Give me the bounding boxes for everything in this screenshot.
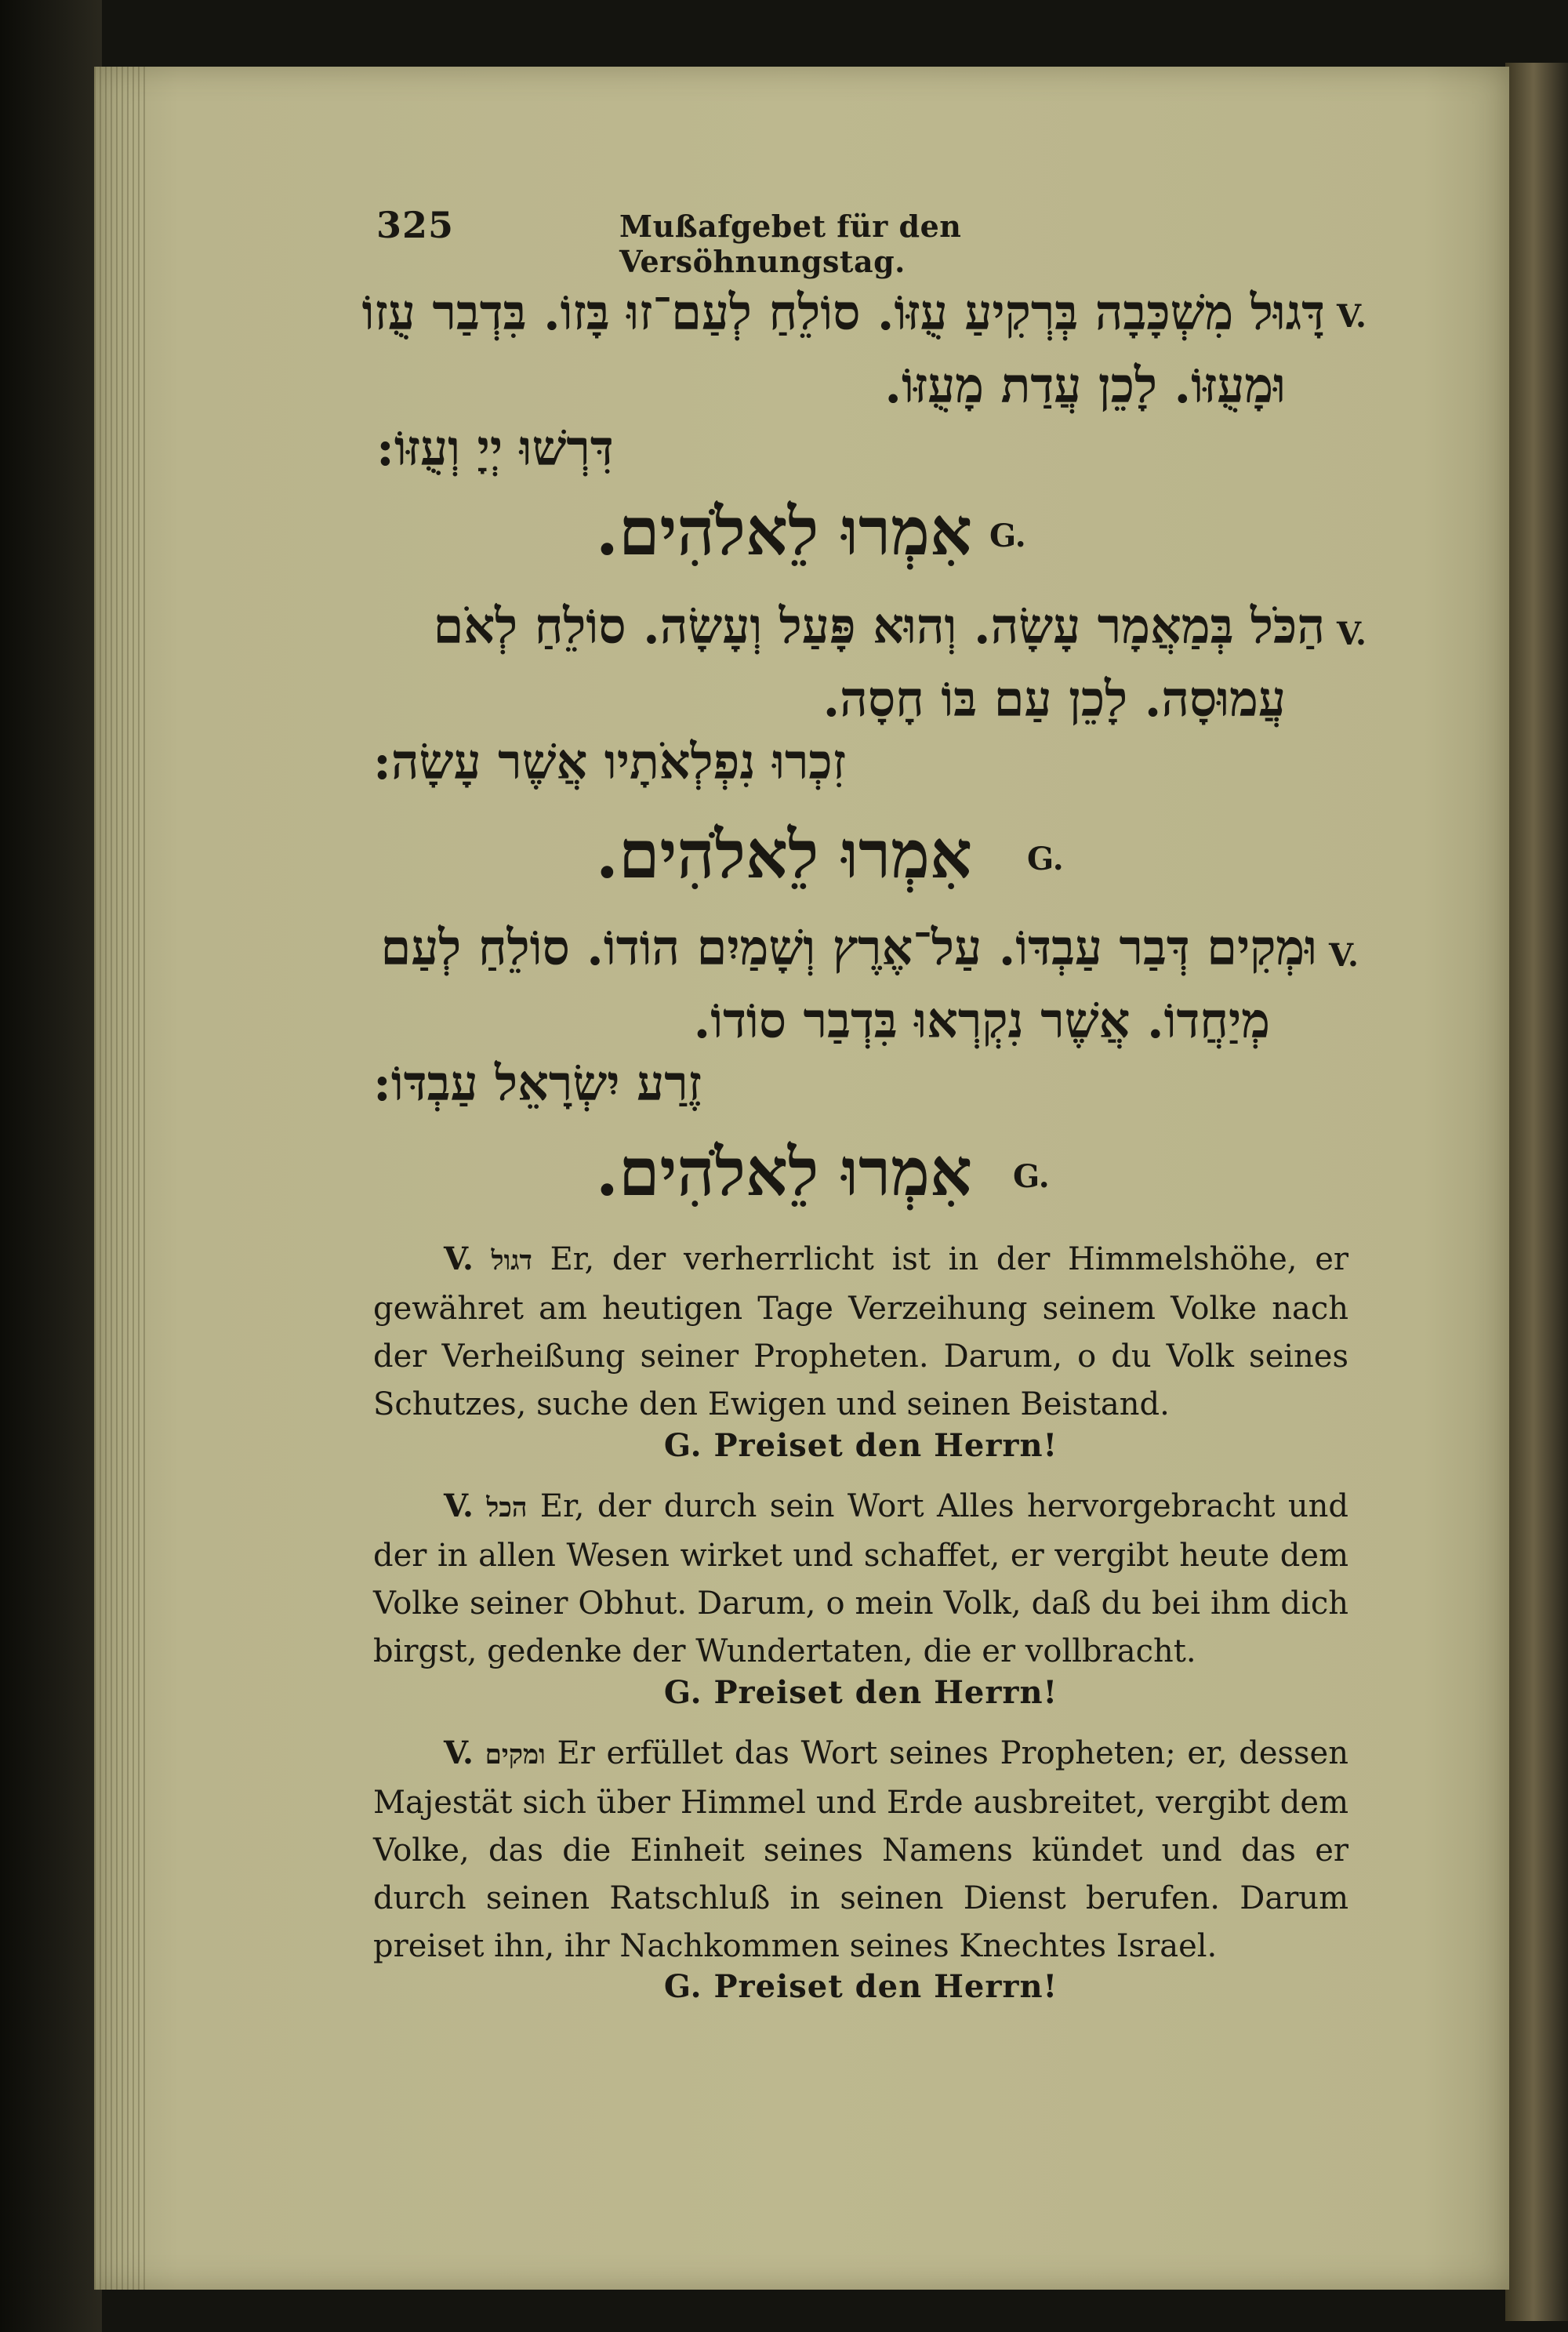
paragraph-1-text: Er, der verherrlicht ist in der Himmelshöhe, er gewähret am heutigen Tage Verzeihung seinem Volke nach der Verheißung seiner Propheten. Darum, o du Volk seines Schutzes, suche den Ewigen und seinen Beistand. xyxy=(373,1241,1349,1422)
stanza-3-line-2: מְיַחֲדוֹ. אֲשֶׁר נִקְרְאוּ בִּדְבַר סוֹדוֹ. xyxy=(693,992,1270,1049)
german-paragraph-3 xyxy=(373,1729,1348,1971)
stanza-1-line-2: וּמָעֻזּוֹ. לָכֵן עֲדַת מָעֻזּוֹ. xyxy=(884,357,1286,414)
stanza-2-response-marker: G. xyxy=(1027,841,1064,877)
book-spine xyxy=(0,0,102,2332)
paragraph-1-hebrew-word: דגול xyxy=(491,1245,532,1277)
stanza-3-refrain-line: זֶרַע יִשְׂרָאֵל עַבְדּוֹ: xyxy=(373,1055,702,1112)
stanza-1-refrain-line: דִּרְשׁוּ יְיָ וְעֻזּוֹ: xyxy=(376,420,614,477)
stanza-2-response: אִמְרוּ לֵאלֹהִים. xyxy=(595,815,972,893)
stanza-2-line-1: הַכֹּל בְּמַאֲמָר עָשָׂה. וְהוּא פָּעַל וְעָשָׂה. סוֹלֵחַ לְאֹם xyxy=(433,598,1325,655)
stanza-3-line-1: וּמְקִים דְּבַר עַבְדּוֹ. עַל־אֶרֶץ וְשָׁמַיִם הוֹדוֹ. סוֹלֵחַ לְעַם xyxy=(380,919,1317,976)
paragraph-3-refrain: G. Preiset den Herrn! xyxy=(663,1968,1058,2005)
stanza-2-marker: V. xyxy=(1337,616,1367,652)
stanza-1-response: אִמְרוּ לֵאלֹהִים. xyxy=(595,492,972,570)
paragraph-2-text: Er, der durch sein Wort Alles hervorgebracht und der in allen Wesen wirket und schaffet, er vergibt heute dem Volke seiner Obhut. Darum, o mein Volk, daß du bei ihm dich birgst, gedenke der Wundertaten, die er vollbracht. xyxy=(373,1488,1349,1669)
paragraph-3-text: Er erfüllet das Wort seines Propheten; er, dessen Majestät sich über Himmel und Erde ausbreitet, vergibt dem Volke, das die Einheit seines Namens kündet und das er durch seinen Ratschluß in seinen Dienst berufen. Darum preiset ihn, ihr Nachkommen seines Knechtes Israel. xyxy=(373,1735,1348,1964)
paragraph-2-marker: V. xyxy=(444,1487,474,1524)
next-page-edge xyxy=(1505,63,1568,2321)
german-paragraph-1 xyxy=(373,1235,1348,1429)
paragraph-3-marker: V. xyxy=(444,1734,474,1771)
stanza-2-refrain-line: זִכְרוּ נִפְלְאֹתָיו אֲשֶׁר עָשָׂה: xyxy=(373,733,846,790)
stanza-1-response-marker: G. xyxy=(989,518,1026,554)
paragraph-1-refrain: G. Preiset den Herrn! xyxy=(663,1427,1058,1464)
paragraph-2-hebrew-word: הכל xyxy=(486,1492,528,1524)
stanza-2-line-2: עֲמוּסָה. לָכֵן עַם בּוֹ חָסָה. xyxy=(822,670,1286,728)
stanza-3-response-marker: G. xyxy=(1013,1158,1050,1195)
stanza-3-response: אִמְרוּ לֵאלֹהִים. xyxy=(595,1133,972,1211)
paragraph-2-refrain: G. Preiset den Herrn! xyxy=(663,1674,1058,1711)
page-number: 325 xyxy=(376,204,455,246)
page-header xyxy=(376,204,1160,279)
paragraph-1-marker: V. xyxy=(444,1240,474,1277)
running-head: Mußafgebet für den Versöhnungstag. xyxy=(619,209,962,279)
stanza-3-marker: V. xyxy=(1329,937,1359,974)
page-edges xyxy=(94,67,149,2290)
stanza-1-marker: V. xyxy=(1337,298,1367,335)
paragraph-3-hebrew-word: ומקים xyxy=(485,1739,546,1771)
stanza-1-line-1: דָּגוּל מִשְׁכָּבָה בְּרְקִיעַ עֻזּוֹ. סוֹלֵחַ לְעַם־זוּ בָּזוֹ. בִּדְבַר עֻזוֹ xyxy=(361,284,1325,341)
german-paragraph-2 xyxy=(373,1482,1348,1676)
